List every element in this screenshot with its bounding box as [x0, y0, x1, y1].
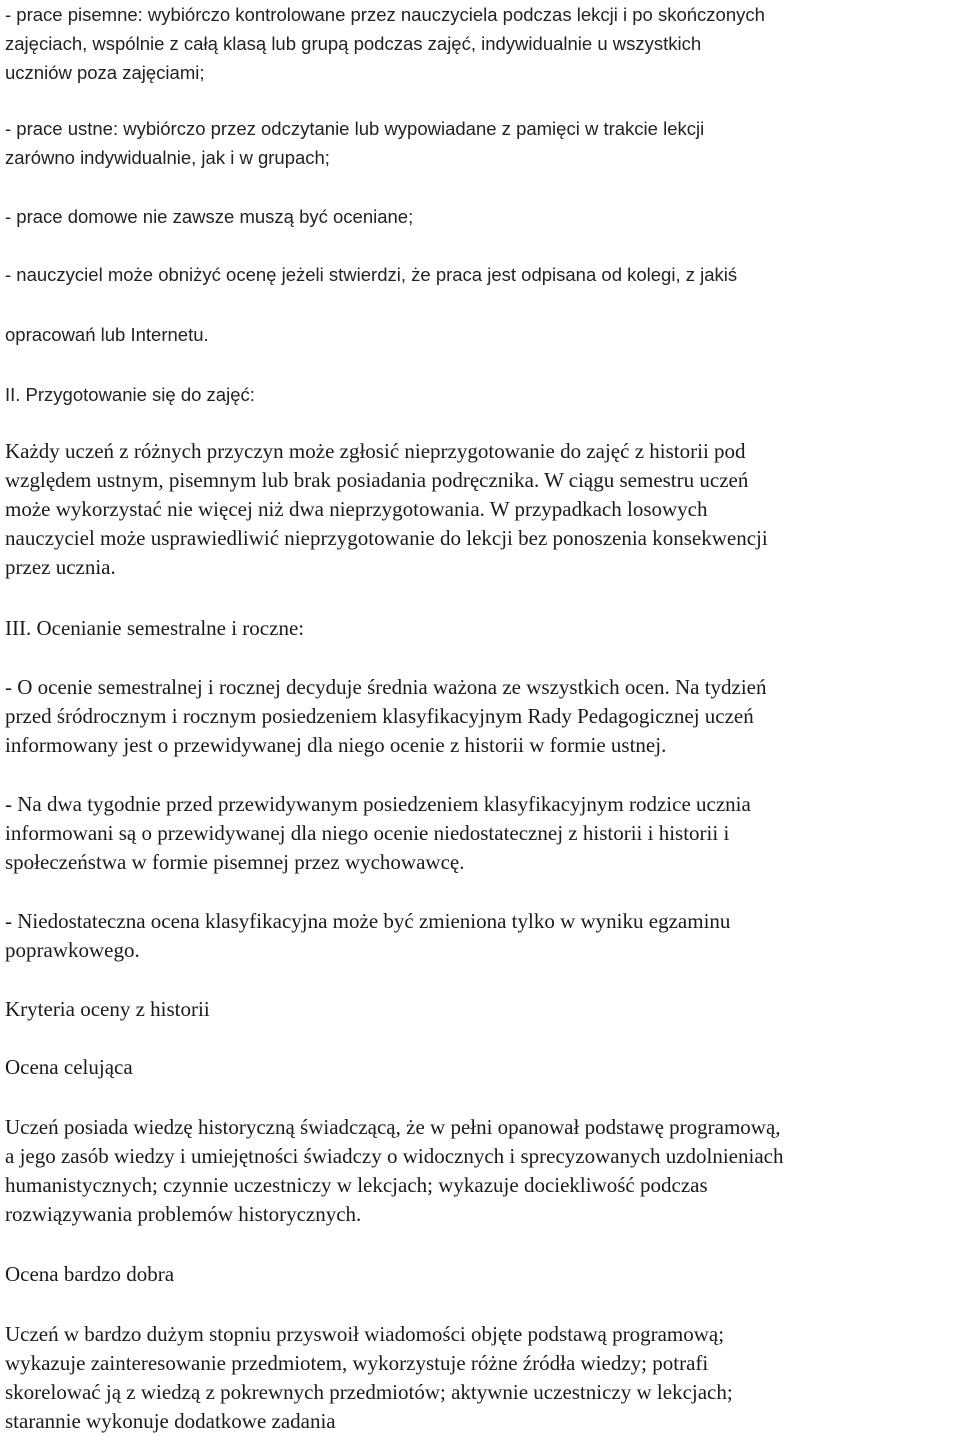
- text-line: a jego zasób wiedzy i umiejętności świadczy o widocznych i sprecyzowanych uzdolnieniach: [5, 1144, 784, 1168]
- text-line: starannie wykonuje dodatkowe zadania: [5, 1409, 336, 1433]
- text-line: - prace ustne: wybiórczo przez odczytanie lub wypowiadane z pamięci w trakcie lekcji: [5, 118, 705, 139]
- section-heading-preparation: [5, 380, 955, 409]
- text-line: informowany jest o przewidywanej dla niego ocenie z historii w formie ustnej.: [5, 733, 667, 757]
- text-line: rozwiązywania problemów historycznych.: [5, 1202, 362, 1226]
- text-line: zarówno indywidualnie, jak i w grupach;: [5, 147, 330, 168]
- paragraph-homework: [5, 202, 955, 231]
- paragraph-grade-lowering-cont: [5, 320, 955, 349]
- text-line: informowani są o przewidywanej dla niego ocenie niedostatecznej z historii i historii i: [5, 821, 730, 845]
- text-line: Uczeń posiada wiedzę historyczną świadczącą, że w pełni opanował podstawę programową,: [5, 1115, 781, 1139]
- text-line: skorelować ją z wiedzą z pokrewnych przedmiotów; aktywnie uczestniczy w lekcjach;: [5, 1380, 733, 1404]
- text-line: Każdy uczeń z różnych przyczyn może zgłosić nieprzygotowanie do zajęć z historii pod: [5, 439, 746, 463]
- text-line: może wykorzystać nie więcej niż dwa nieprzygotowania. W przypadkach losowych: [5, 497, 708, 521]
- paragraph-grade-lowering: [5, 260, 955, 289]
- grade-heading: Ocena bardzo dobra: [5, 1262, 175, 1286]
- paragraph-parents-notice: [5, 790, 955, 877]
- heading-grade-excellent: [5, 1053, 955, 1082]
- text-line: - Na dwa tygodnie przed przewidywanym posiedzeniem klasyfikacyjnym rodzice ucznia: [5, 792, 751, 816]
- text-line: względem ustnym, pisemnym lub brak posiadania podręcznika. W ciągu semestru uczeń: [5, 468, 749, 492]
- text-line: - O ocenie semestralnej i rocznej decyduje średnia ważona ze wszystkich ocen. Na tydzień: [5, 675, 767, 699]
- paragraph-unpreparedness: [5, 437, 955, 582]
- text-line: - Niedostateczna ocena klasyfikacyjna może być zmieniona tylko w wyniku egzaminu: [5, 909, 731, 933]
- text-line: społeczeństwa w formie pisemnej przez wychowawcę.: [5, 850, 465, 874]
- text-line: wykazuje zainteresowanie przedmiotem, wykorzystuje różne źródła wiedzy; potrafi: [5, 1351, 709, 1375]
- paragraph-weighted-average: [5, 673, 955, 760]
- text-line: - prace domowe nie zawsze muszą być oceniane;: [5, 206, 414, 227]
- paragraph-makeup-exam: [5, 907, 955, 965]
- section-heading-assessment: [5, 614, 955, 643]
- text-line: nauczyciel może usprawiedliwić nieprzygotowanie do lekcji bez ponoszenia konsekwencji: [5, 526, 768, 550]
- text-line: uczniów poza zajęciami;: [5, 62, 205, 83]
- section-heading: III. Ocenianie semestralne i roczne:: [5, 616, 305, 640]
- text-line: Uczeń w bardzo dużym stopniu przyswoił wiadomości objęte podstawą programową;: [5, 1322, 725, 1346]
- text-line: przez ucznia.: [5, 555, 116, 579]
- text-line: - nauczyciel może obniżyć ocenę jeżeli stwierdzi, że praca jest odpisana od kolegi, z jakiś: [5, 264, 738, 285]
- text-line: humanistycznych; czynnie uczestniczy w lekcjach; wykazuje dociekliwość podczas: [5, 1173, 708, 1197]
- text-line: przed śródrocznym i rocznym posiedzeniem klasyfikacyjnym Rady Pedagogicznej uczeń: [5, 704, 754, 728]
- grade-heading: Ocena celująca: [5, 1055, 133, 1079]
- text-line: poprawkowego.: [5, 938, 140, 962]
- section-heading: II. Przygotowanie się do zajęć:: [5, 384, 255, 405]
- text-line: zajęciach, wspólnie z całą klasą lub grupą podczas zajęć, indywidualnie u wszystkich: [5, 33, 702, 54]
- paragraph-grade-very-good: [5, 1320, 955, 1436]
- paragraph-oral-work: [5, 114, 955, 172]
- paragraph-grade-excellent: [5, 1113, 955, 1229]
- heading-criteria: [5, 995, 955, 1024]
- text-line: - prace pisemne: wybiórczo kontrolowane przez nauczyciela podczas lekcji i po skończonych: [5, 4, 765, 25]
- heading-grade-very-good: [5, 1260, 955, 1289]
- text-line: opracowań lub Internetu.: [5, 324, 209, 345]
- paragraph-written-work: [5, 0, 955, 87]
- section-heading: Kryteria oceny z historii: [5, 997, 210, 1021]
